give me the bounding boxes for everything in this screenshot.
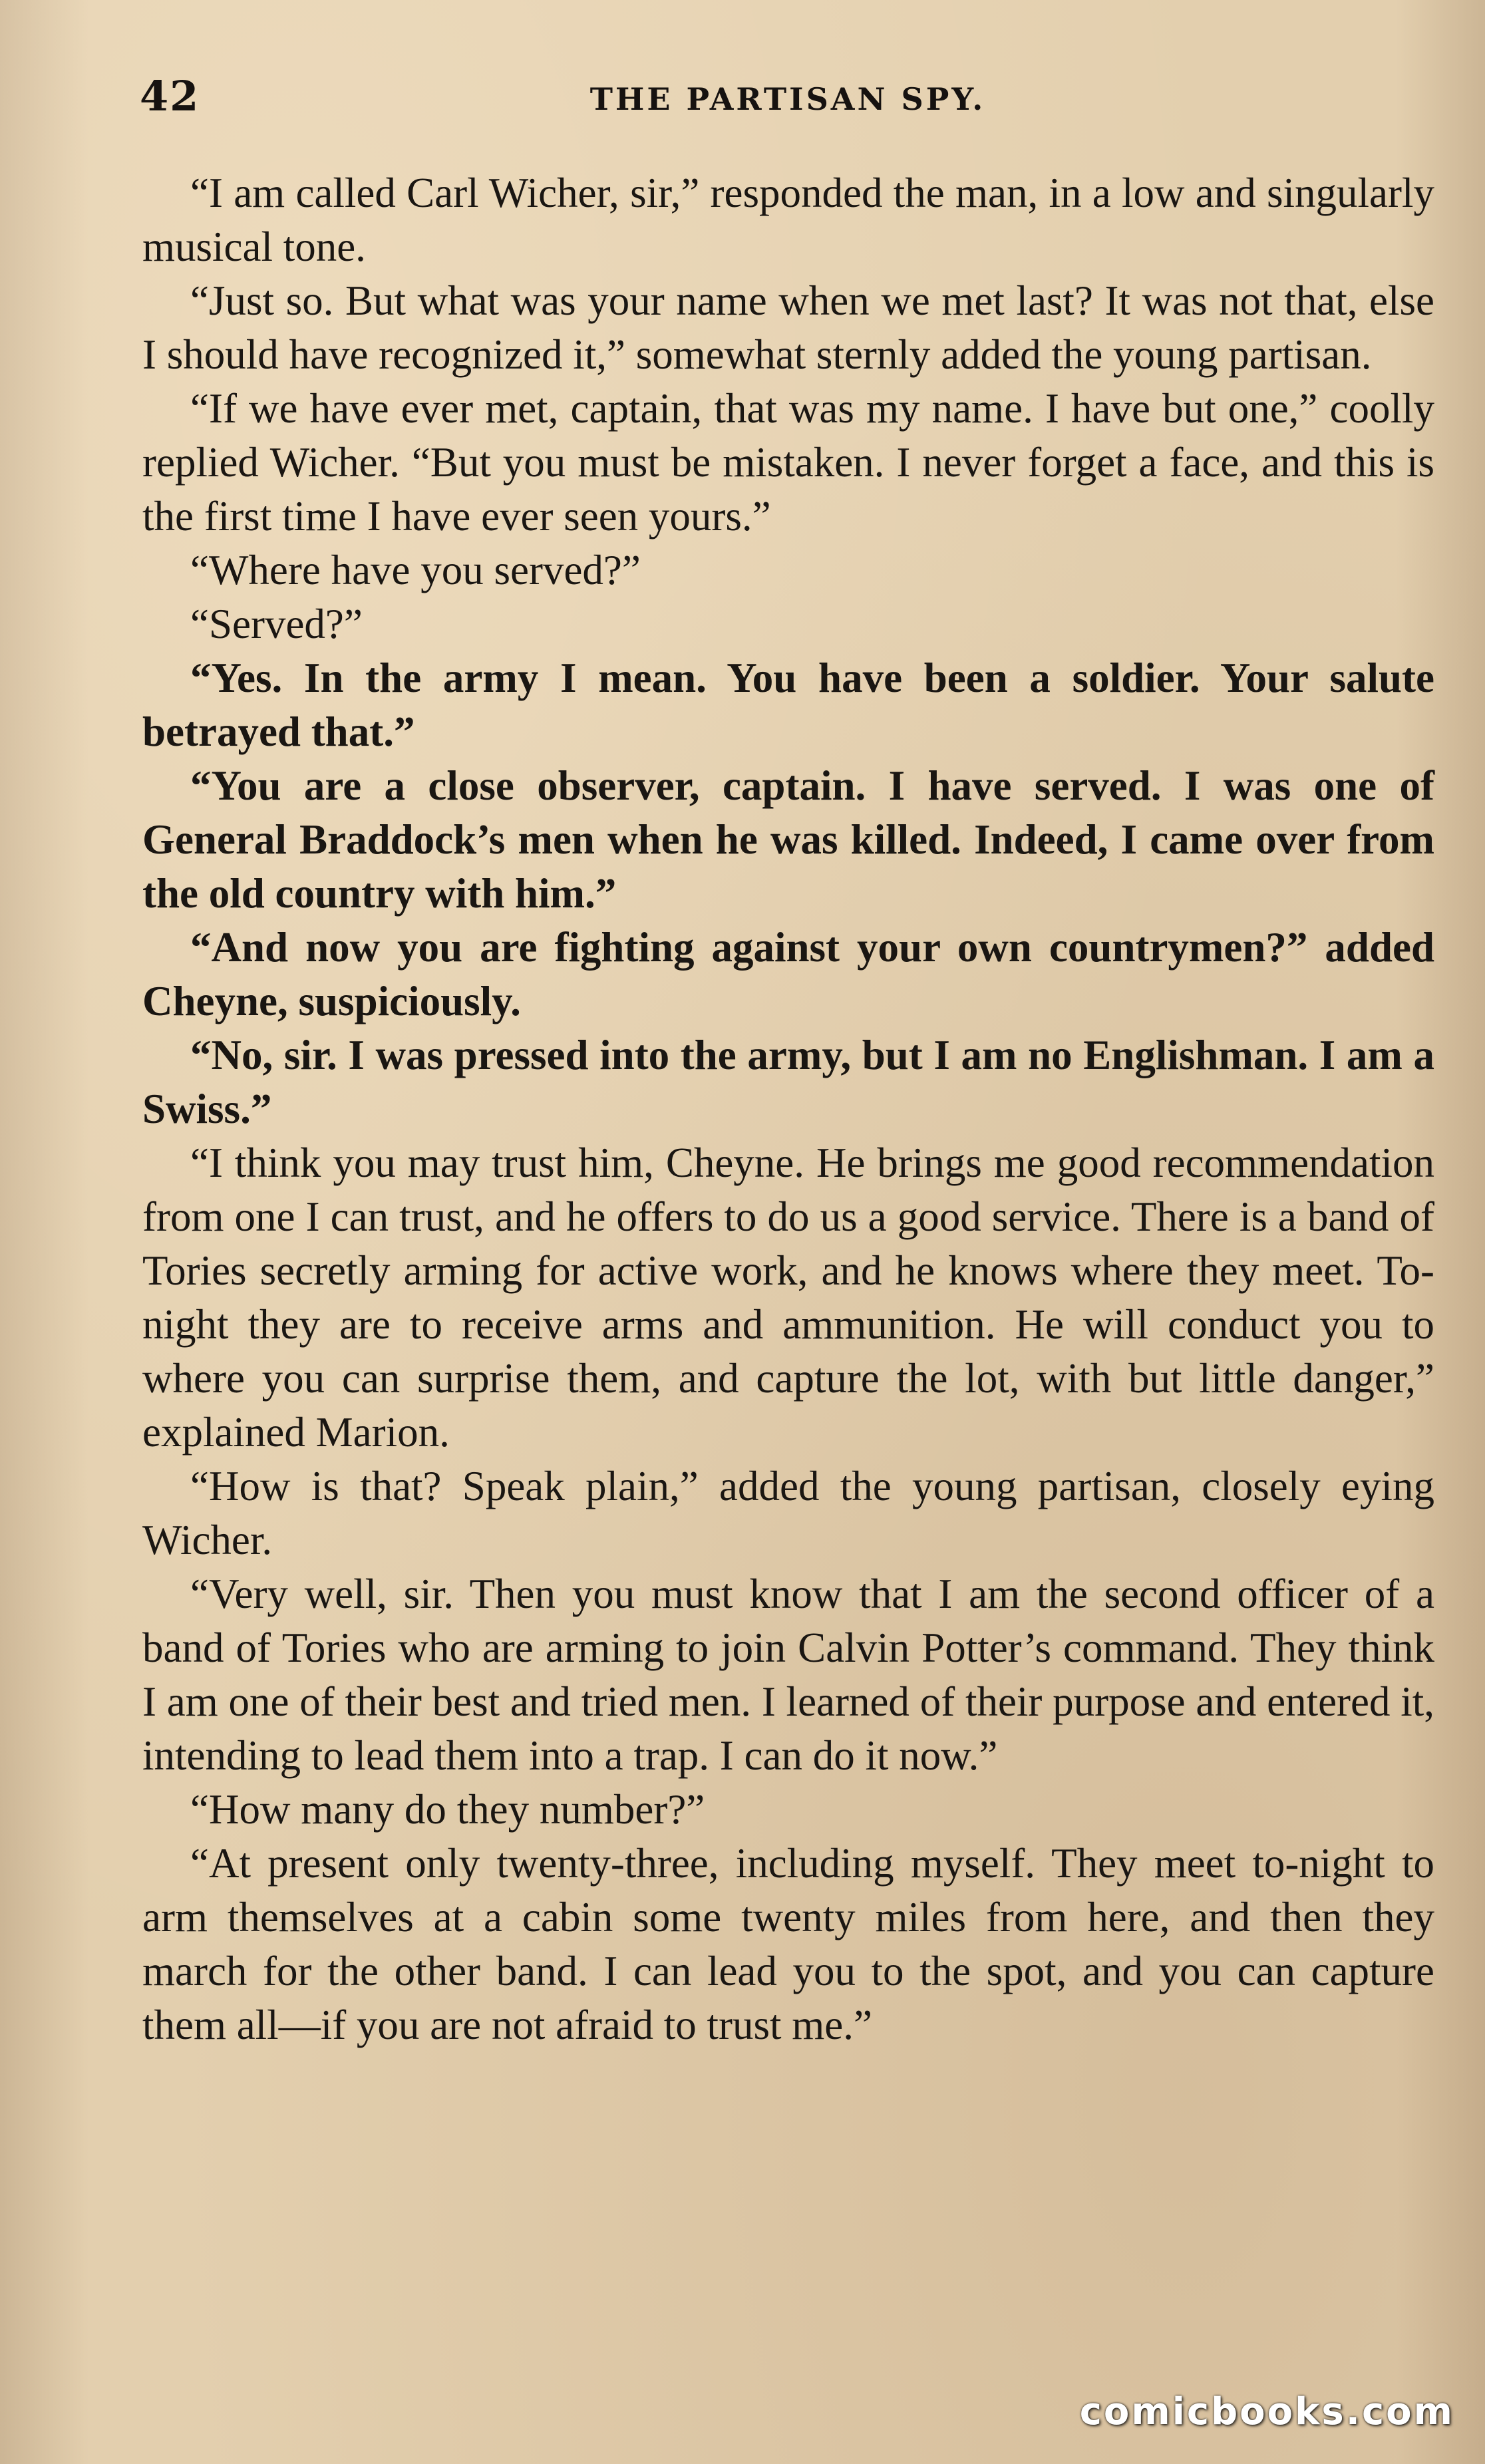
paragraph: “I am called Carl Wicher, sir,” responded the man, in a low and singularly musical tone. bbox=[142, 170, 1434, 270]
paragraph: “How many do they number?” bbox=[190, 1786, 705, 1833]
paragraph: “And now you are fighting against your own countrymen?” added Cheyne, suspiciously. bbox=[142, 924, 1434, 1024]
paragraph: “You are a close observer, captain. I have served. I was one of General Braddock’s men when he was killed. Indeed, I came over from the old country with him.” bbox=[142, 762, 1434, 917]
page-number: 42 bbox=[140, 72, 200, 120]
watermark: comicbooks.com bbox=[1079, 2390, 1454, 2433]
paragraph: “No, sir. I was pressed into the army, but I am no Englishman. I am a Swiss.” bbox=[142, 1032, 1434, 1132]
paragraph: “If we have ever met, captain, that was my name. I have but one,” coolly replied Wicher. “But you must be mistaken. I never forget a face, and this is the first time I have ever seen yours.” bbox=[142, 385, 1434, 539]
paragraph: “Just so. But what was your name when we met last? It was not that, else I should have recognized it,” somewhat sternly added the young partisan. bbox=[142, 277, 1434, 378]
paragraph: “Where have you served?” bbox=[190, 547, 641, 593]
paragraph: “At present only twenty-three, including myself. They meet to-night to arm themselves at a cabin some twenty miles from here, and then they march for the other band. I can lead you to the spot, and you can capture them all—if you are not afraid to trust me.” bbox=[142, 1840, 1434, 2048]
paragraph: “I think you may trust him, Cheyne. He brings me good recommendation from one I can trust, and he offers to do us a good service. There is a band of Tories secretly arming for active work, and he knows where they meet. To-night they are to receive arms and ammunition. He will conduct you to where you can surprise them, and capture the lot, with but little danger,” explained Marion. bbox=[142, 1140, 1434, 1456]
paragraph: “Very well, sir. Then you must know that I am the second officer of a band of Tories who are arming to join Calvin Potter’s command. They think I am one of their best and tried men. I learned of their purpose and entered it, intending to lead them into a trap. I can do it now.” bbox=[142, 1571, 1434, 1779]
running-title: THE PARTISAN SPY. bbox=[589, 81, 986, 117]
paragraph: “Served?” bbox=[190, 601, 363, 647]
paragraph: “Yes. In the army I mean. You have been a soldier. Your salute betrayed that.” bbox=[142, 655, 1434, 755]
paragraph: “How is that? Speak plain,” added the young partisan, closely eying Wicher. bbox=[142, 1463, 1434, 1563]
page-header bbox=[140, 72, 1436, 118]
body-text bbox=[142, 166, 1434, 2052]
